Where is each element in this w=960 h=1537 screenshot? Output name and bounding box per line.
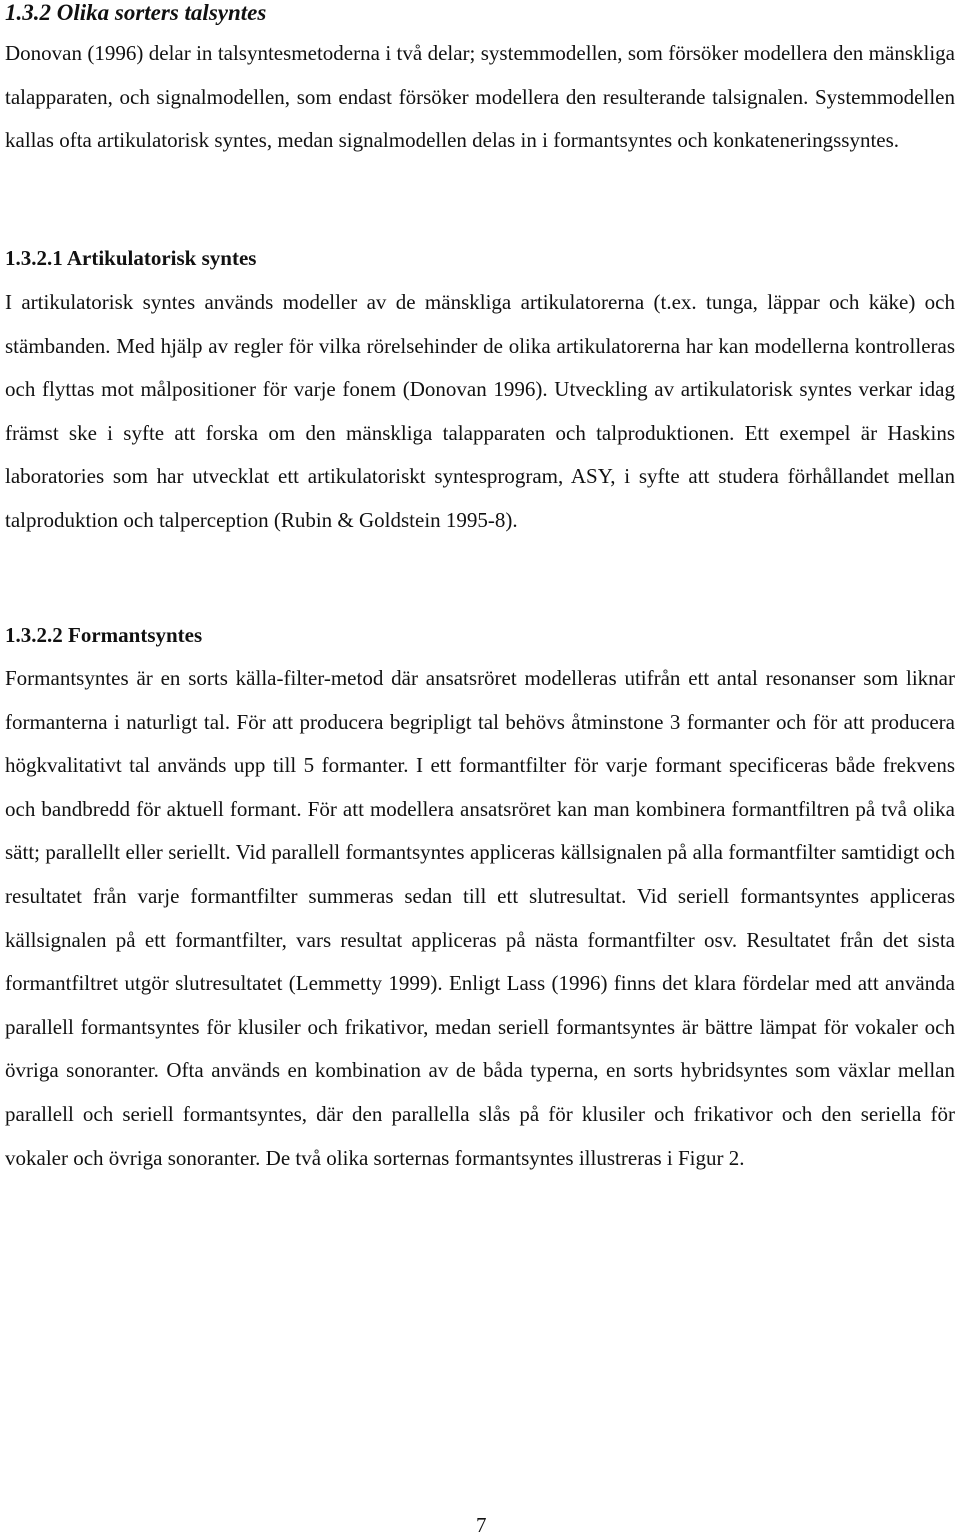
section-heading: 1.3.2 Olika sorters talsyntes [5, 0, 267, 25]
page-number: 7 [476, 1513, 487, 1537]
subsection-heading-formantsyntes: 1.3.2.2 Formantsyntes [5, 623, 203, 647]
paragraph-artikulatorisk: I artikulatorisk syntes används modeller av de mänskliga artikulatorerna (t.ex. tunga, läppar och käke) och stämbanden. Med hjälp av regler för vilka rörelsehinder de olika artikulatorerna har kan modellerna kontrolleras och flyttas mot målpositioner för varje fonem (Donovan 1996). Utveckling av artikulatorisk syntes verkar idag främst ske i syfte att forska om den mänskliga talapparaten och talproduktionen. Ett exempel är Haskins laboratories som har utvecklat ett artikulatoriskt syntesprogram, ASY, i syfte att studera förhållandet mellan talproduktion och talperception (Rubin & Goldstein 1995-8). [5, 290, 955, 532]
document-page [5, 0, 955, 1533]
paragraph-formantsyntes: Formantsyntes är en sorts källa-filter-metod där ansatsröret modelleras utifrån ett antal resonanser som liknar formanterna i naturligt tal. För att producera begripligt tal behövs åtminstone 3 formanter och för att producera högkvalitativt tal används upp till 5 formanter. I ett formantfilter för varje formant specificeras både frekvens och bandbredd för aktuell formant. För att modellera ansatsröret kan man kombinera formantfiltren på två olika sätt; parallellt eller seriellt. Vid parallell formantsyntes appliceras källsignalen på alla formantfilter samtidigt och resultatet från varje formantfilter summeras sedan till ett slutresultat. Vid seriell formantsyntes appliceras källsignalen på ett formantfilter, vars resultat appliceras på nästa formantfilter osv. Resultatet från det sista formantfiltret utgör slutresultatet (Lemmetty 1999). Enligt Lass (1996) finns det klara fördelar med att använda parallell formantsyntes för klusiler och frikativor, medan seriell formantsyntes är bättre lämpat för vokaler och övriga sonoranter. Ofta används en kombination av de båda typerna, en sorts hybridsyntes som växlar mellan parallell och seriell formantsyntes, där den parallella slås på för klusiler och frikativor och den seriella för vokaler och övriga sonoranter. De två olika sorternas formantsyntes illustreras i Figur 2. [5, 666, 955, 1170]
subsection-heading-artikulatorisk: 1.3.2.1 Artikulatorisk syntes [5, 246, 257, 270]
intro-paragraph: Donovan (1996) delar in talsyntesmetoderna i två delar; systemmodellen, som försöker modellera den mänskliga talapparaten, och signalmodellen, som endast försöker modellera den resulterande talsignalen. Systemmodellen kallas ofta artikulatorisk syntes, medan signalmodellen delas in i formantsyntes och konkateneringssyntes. [5, 41, 955, 153]
